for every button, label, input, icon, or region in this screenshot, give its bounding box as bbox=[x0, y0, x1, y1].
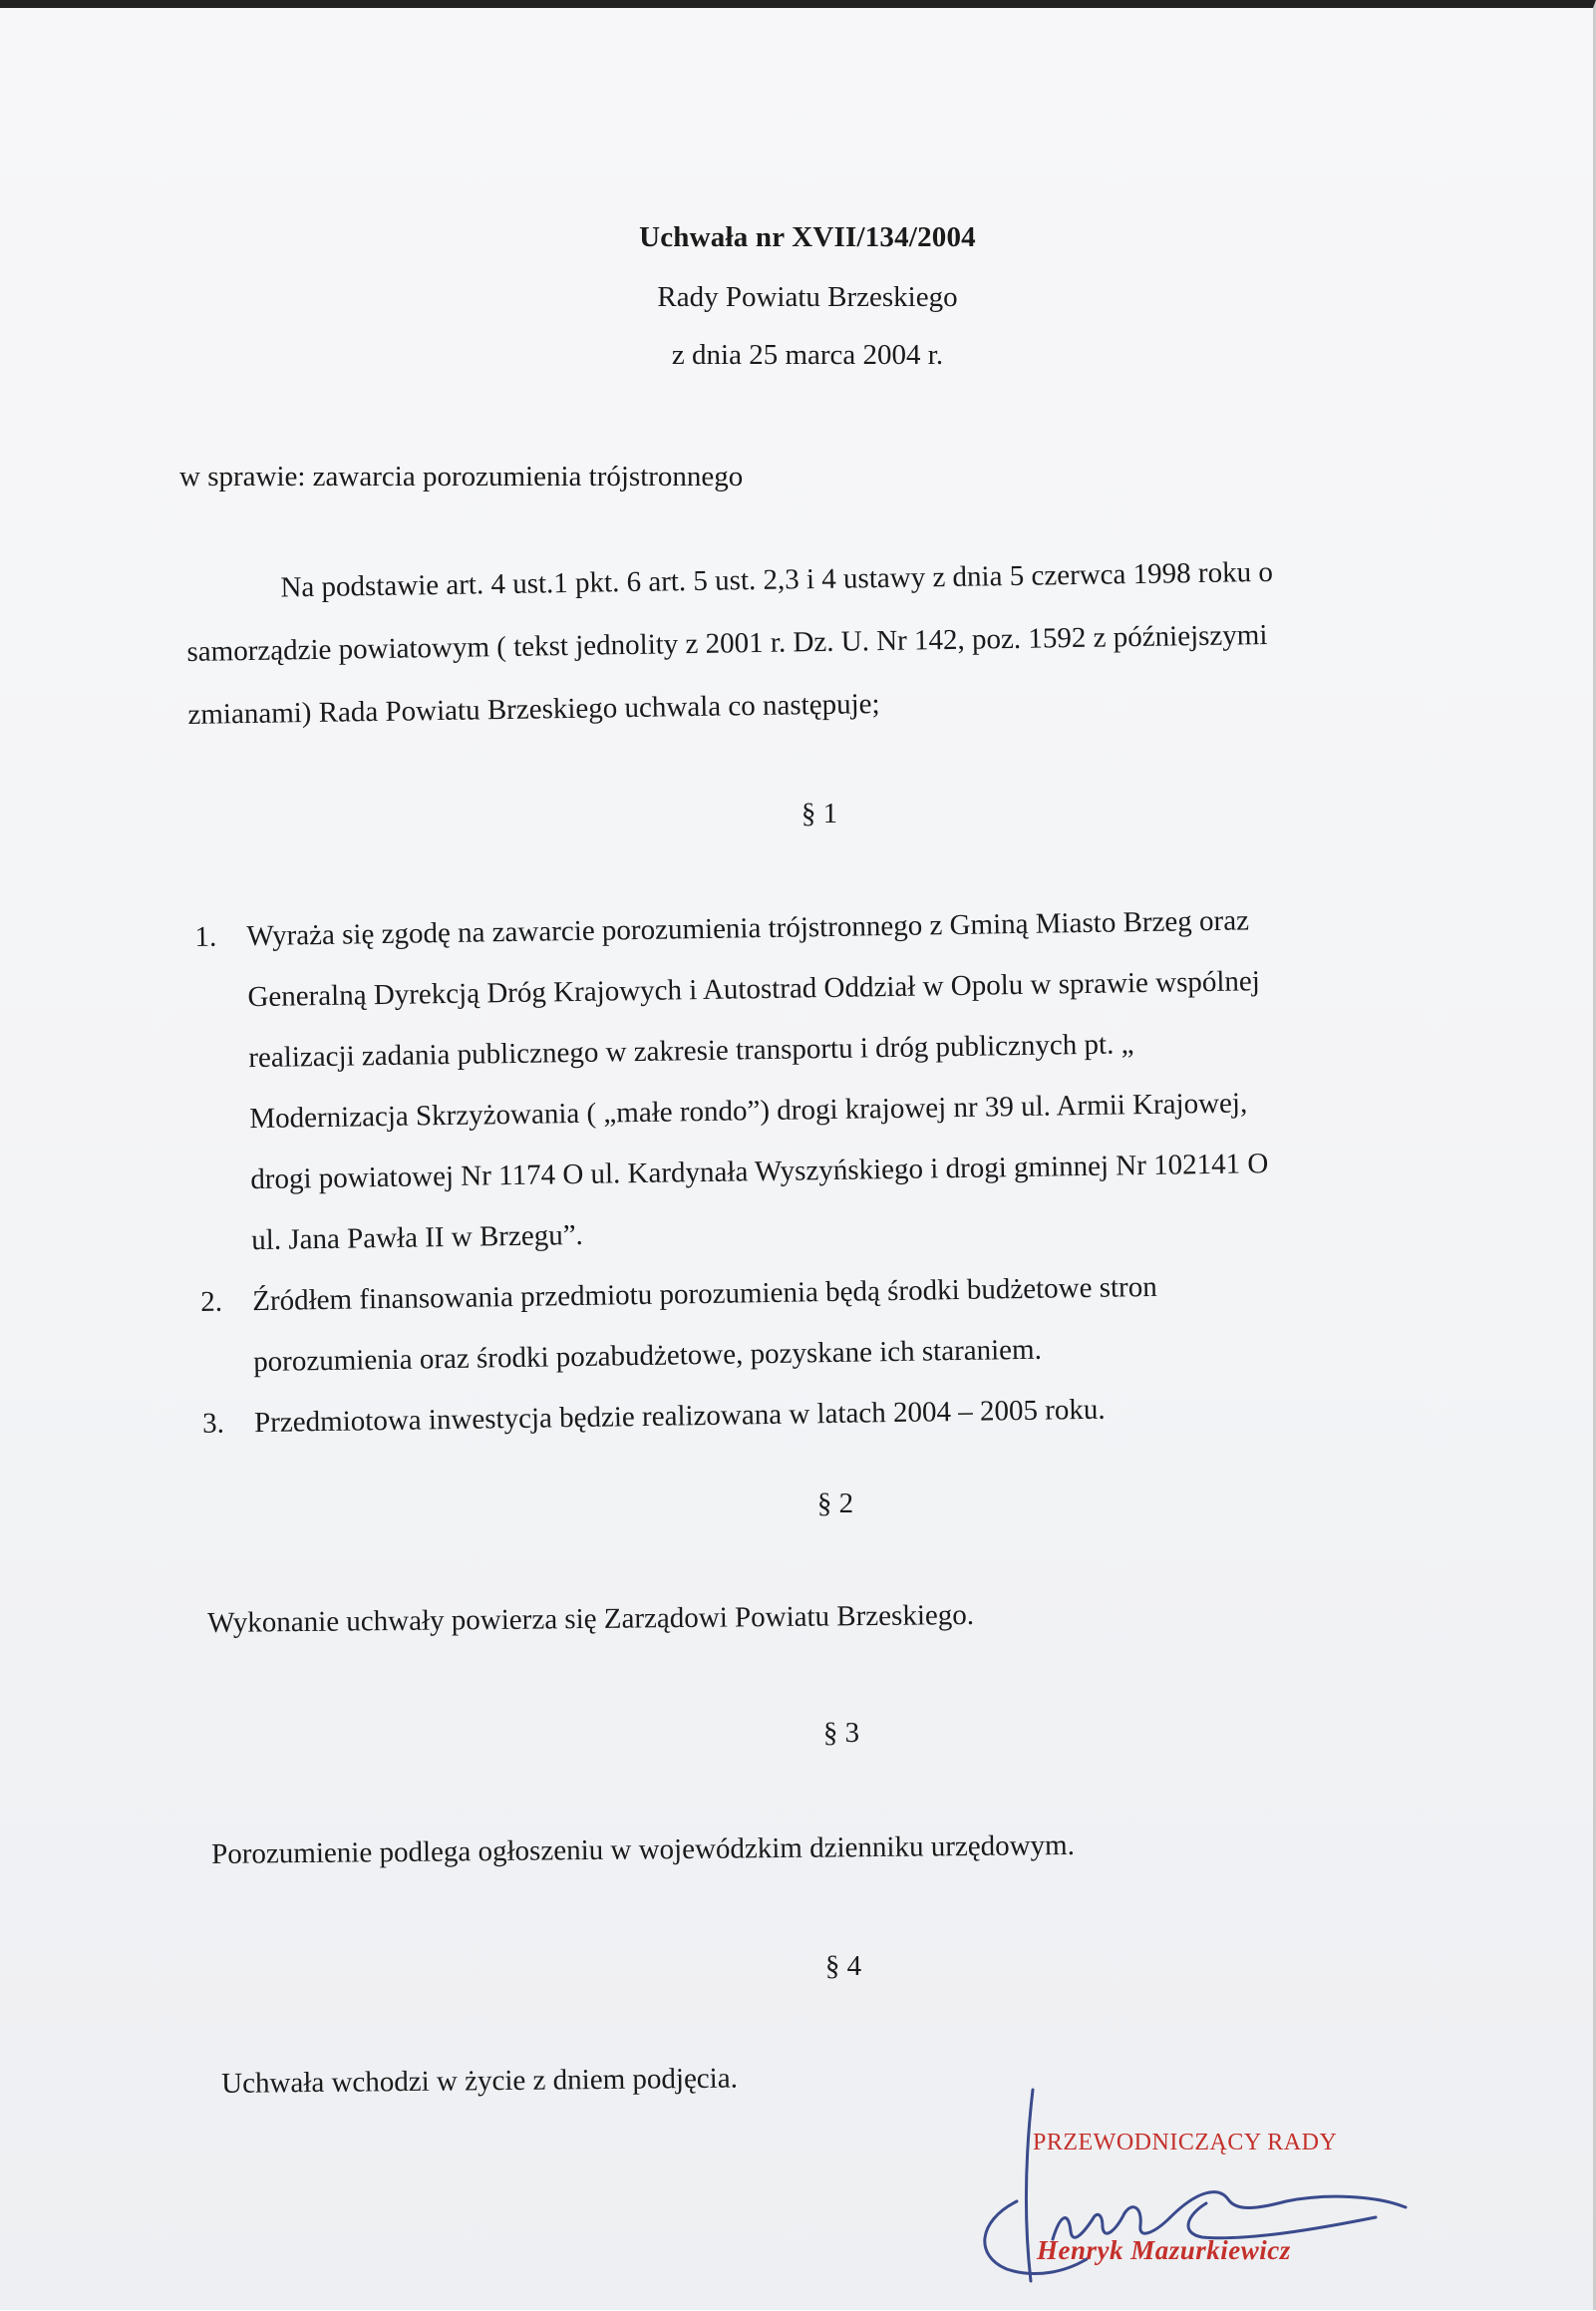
legal-basis-line: zmianami) Rada Powiatu Brzeskiego uchwala co następuje; bbox=[187, 688, 880, 731]
list-item-line: Źródłem finansowania przedmiotu porozumienia będą środki budżetowe stron bbox=[251, 1270, 1157, 1318]
legal-basis bbox=[185, 538, 1444, 747]
list-item-line: porozumienia oraz środki pozabudżetowe, pozyskane ich staraniem. bbox=[252, 1333, 1043, 1379]
list-item-line: drogi powiatowej Nr 1174 O ul. Kardynała Wyszyńskiego i drogi gminnej Nr 102141 O bbox=[250, 1148, 1269, 1196]
legal-basis-line: samorządzie powiatowym ( tekst jednolity z 2001 r. Dz. U. Nr 142, poz. 1592 z późniejszymi bbox=[186, 618, 1268, 668]
section-4-text: Uchwała wchodzi w życie z dniem podjęcia. bbox=[221, 2062, 739, 2100]
list-item-number: 1. bbox=[194, 920, 217, 953]
section-2-text: Wykonanie uchwały powierza się Zarządowi Powiatu Brzeskiego. bbox=[207, 1598, 975, 1639]
section-4-sign: § 4 bbox=[824, 1950, 862, 1982]
handwritten-signature-icon bbox=[957, 2082, 1455, 2311]
list-item-line: Wyraża się zgodę na zawarcie porozumienia trójstronnego z Gminą Miasto Brzeg oraz bbox=[246, 904, 1250, 953]
signature-stamp-title: PRZEWODNICZĄCY RADY bbox=[1033, 2130, 1338, 2155]
resolution-issuer: Rady Powiatu Brzeskiego bbox=[657, 281, 958, 313]
list-item-line: Modernizacja Skrzyżowania ( „małe rondo”) drogi krajowej nr 39 ul. Armii Krajowej, bbox=[249, 1087, 1248, 1136]
section-2-sign: § 2 bbox=[816, 1487, 854, 1519]
list-item-line: Przedmiotowa inwestycja będzie realizowana w latach 2004 – 2005 roku. bbox=[253, 1393, 1106, 1440]
section-3-text: Porozumienie podlega ogłoszeniu w wojewódzkim dzienniku urzędowym. bbox=[211, 1828, 1076, 1870]
list-item-line: realizacji zadania publicznego w zakresie transportu i dróg publicznych pt. „ bbox=[248, 1028, 1134, 1075]
list-item bbox=[200, 1252, 1438, 1393]
legal-basis-line: Na podstawie art. 4 ust.1 pkt. 6 art. 5 ust. 2,3 i 4 ustawy z dnia 5 czerwca 1998 roku o bbox=[280, 555, 1274, 604]
list-item-line: ul. Jana Pawła II w Brzegu”. bbox=[251, 1218, 584, 1257]
resolution-title: Uchwała nr XVII/134/2004 bbox=[639, 221, 976, 253]
section-3-sign: § 3 bbox=[822, 1717, 860, 1749]
resolution-subject: w sprawie: zawarcia porozumienia trójstronnego bbox=[179, 461, 744, 493]
signature-stamp-name: Henryk Mazurkiewicz bbox=[1037, 2235, 1291, 2265]
list-item-line: Generalną Dyrekcją Dróg Krajowych i Autostrad Oddział w Opolu w sprawie wspólnej bbox=[247, 965, 1261, 1014]
section-1-items bbox=[194, 888, 1438, 1455]
list-item bbox=[194, 888, 1436, 1272]
list-item-number: 2. bbox=[199, 1285, 223, 1318]
list-item-number: 3. bbox=[201, 1407, 225, 1440]
section-1-sign: § 1 bbox=[800, 798, 838, 829]
resolution-date: z dnia 25 marca 2004 r. bbox=[671, 339, 944, 371]
